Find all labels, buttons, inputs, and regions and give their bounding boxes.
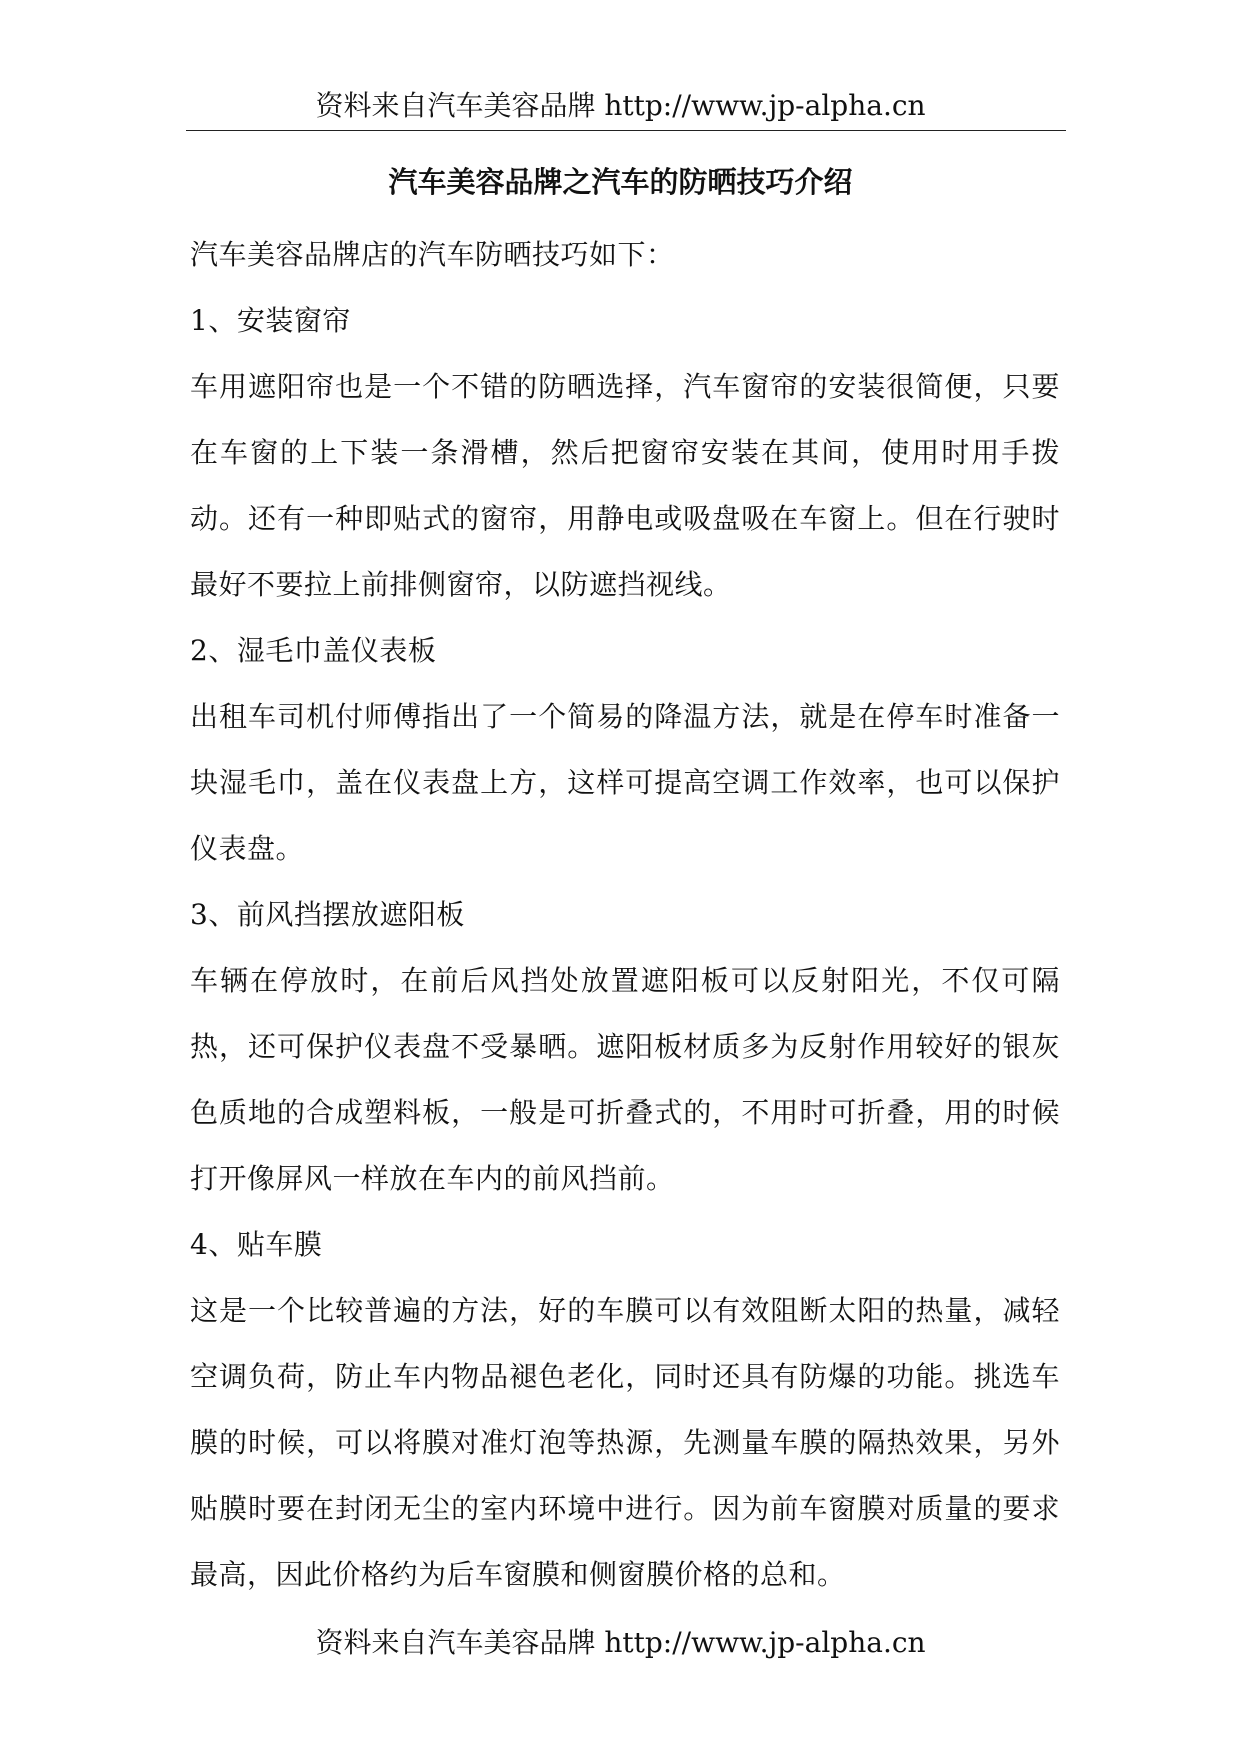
page-footer: 资料来自汽车美容品牌 http://www.jp-alpha.cn xyxy=(315,1626,926,1659)
document-title: 汽车美容品牌之汽车的防晒技巧介绍 xyxy=(388,165,853,199)
document-body xyxy=(190,222,1060,1608)
page-header: 资料来自汽车美容品牌 http://www.jp-alpha.cn xyxy=(315,89,926,122)
header-divider xyxy=(186,130,1066,131)
section-body-2: 出租车司机付师傅指出了一个简易的降温方法，就是在停车时准备一块湿毛巾，盖在仪表盘上方，这样可提高空调工作效率，也可以保护仪表盘。 xyxy=(190,700,1060,865)
section-heading-3: 3、前风挡摆放遮阳板 xyxy=(190,898,465,931)
section-heading-4: 4、贴车膜 xyxy=(190,1228,323,1261)
section-body-4: 这是一个比较普遍的方法，好的车膜可以有效阻断太阳的热量，减轻空调负荷，防止车内物品褪色老化，同时还具有防爆的功能。挑选车膜的时候，可以将膜对准灯泡等热源，先测量车膜的隔热效果，另外贴膜时要在封闭无尘的室内环境中进行。因为前车窗膜对质量的要求最高，因此价格约为后车窗膜和侧窗膜价格的总和。 xyxy=(190,1294,1060,1591)
section-body-3: 车辆在停放时，在前后风挡处放置遮阳板可以反射阳光，不仅可隔热，还可保护仪表盘不受暴晒。遮阳板材质多为反射作用较好的银灰色质地的合成塑料板，一般是可折叠式的，不用时可折叠，用的时候打开像屏风一样放在车内的前风挡前。 xyxy=(190,964,1060,1195)
section-heading-2: 2、湿毛巾盖仪表板 xyxy=(190,634,437,667)
intro-paragraph: 汽车美容品牌店的汽车防晒技巧如下： xyxy=(190,238,675,271)
section-heading-1: 1、安装窗帘 xyxy=(190,304,351,337)
section-body-1: 车用遮阳帘也是一个不错的防晒选择，汽车窗帘的安装很简便，只要在车窗的上下装一条滑槽，然后把窗帘安装在其间，使用时用手拨动。还有一种即贴式的窗帘，用静电或吸盘吸在车窗上。但在行驶时最好不要拉上前排侧窗帘，以防遮挡视线。 xyxy=(190,370,1060,601)
